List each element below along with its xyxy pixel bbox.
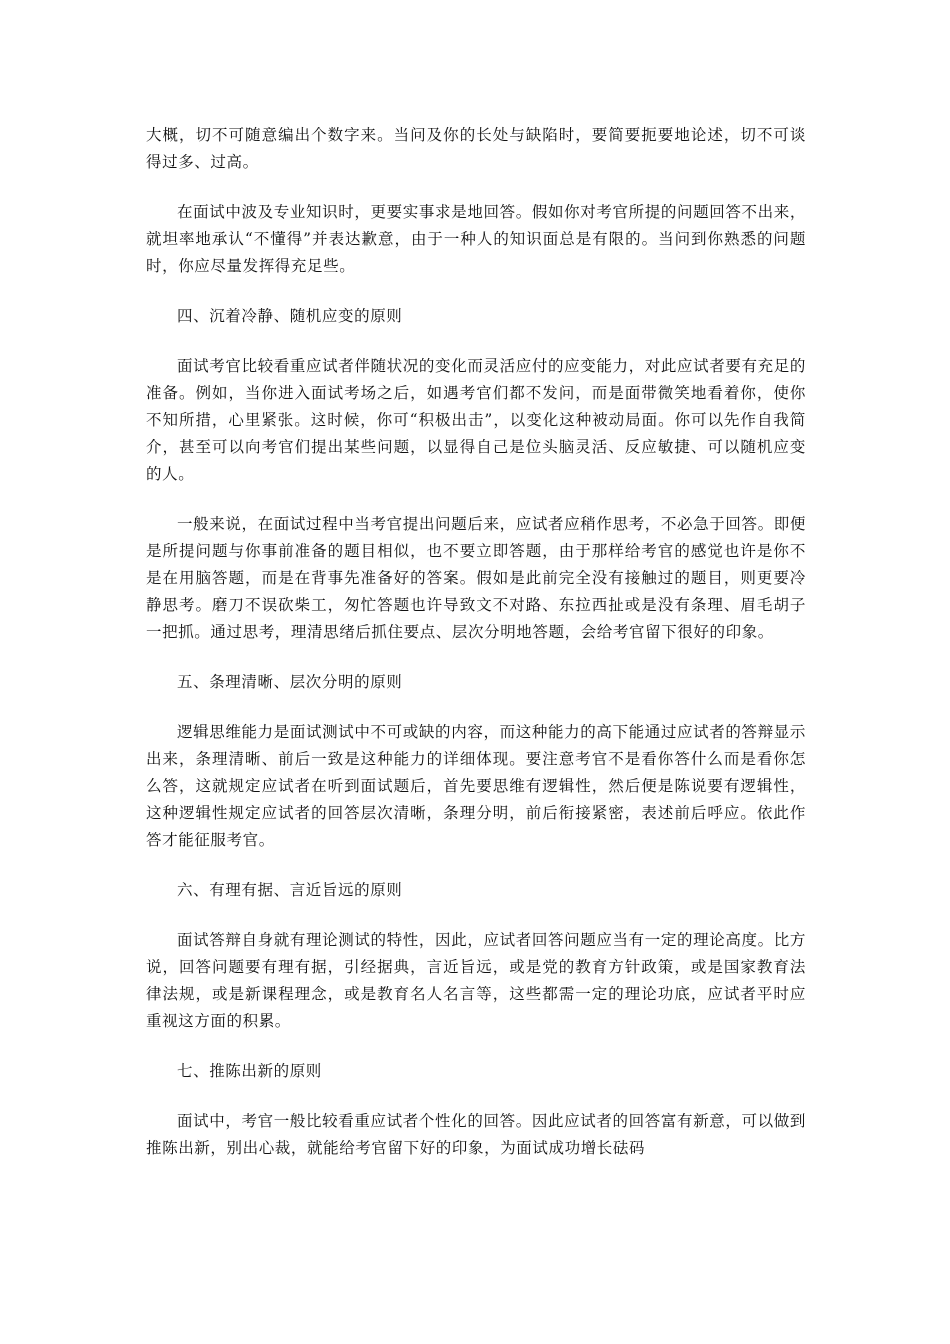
paragraph-professional-knowledge: 在面试中波及专业知识时，更要实事求是地回答。假如你对考官所提的问题回答不出来，就坦率地承认“不懂得”并表达歉意，由于一种人的知识面总是有限的。当问到你熟悉的问题时，你应尽量发挥得充足些。 (146, 203, 806, 275)
paragraph-continuation: 大概，切不可随意编出个数字来。当问及你的长处与缺陷时，要简要扼要地论述，切不可谈得过多、过高。 (146, 126, 806, 171)
section-heading-6: 六、有理有据、言近旨远的原则 (177, 881, 403, 899)
paragraph-adaptability: 面试考官比较看重应试者伴随状况的变化而灵活应付的应变能力，对此应试者要有充足的准备。例如，当你进入面试考场之后，如遇考官们都不发问，而是面带微笑地看着你，使你不知所措，心里紧张。这时候，你可“积极出击”，以变化这种被动局面。你可以先作自我简介，甚至可以向考官们提出某些问题，以显得自己是位头脑灵活、反应敏捷、可以随机应变的人。 (146, 357, 806, 483)
section-heading-7: 七、推陈出新的原则 (177, 1062, 322, 1080)
section-heading-4: 四、沉着冷静、随机应变的原则 (177, 307, 403, 325)
paragraph-logical-thinking: 逻辑思维能力是面试测试中不可或缺的内容，而这种能力的高下能通过应试者的答辩显示出来，条理清晰、前后一致是这种能力的详细体现。要注意考官不是看你答什么而是看你怎么答，这就规定应试者在听到面试题后，首先要思维有逻辑性，然后便是陈说要有逻辑性，这种逻辑性规定应试者的回答层次清晰，条理分明，前后衔接紧密，表述前后呼应。依此作答才能征服考官。 (146, 723, 806, 849)
document-page (146, 122, 806, 1185)
paragraph-innovation: 面试中，考官一般比较看重应试者个性化的回答。因此应试者的回答富有新意，可以做到推陈出新，别出心裁，就能给考官留下好的印象，为面试成功增长砝码 (146, 1112, 806, 1157)
paragraph-think-before-answer: 一般来说，在面试过程中当考官提出问题后来，应试者应稍作思考，不必急于回答。即便是所提问题与你事前准备的题目相似，也不要立即答题，由于那样给考官的感觉也许是你不是在用脑答题，而是在背事先准备好的答案。假如是此前完全没有接触过的题目，则更要冷静思考。磨刀不误砍柴工，匆忙答题也许导致文不对路、东拉西扯或是没有条理、眉毛胡子一把抓。通过思考，理清思绪后抓住要点、层次分明地答题，会给考官留下很好的印象。 (146, 515, 806, 641)
paragraph-theory: 面试答辩自身就有理论测试的特性，因此，应试者回答问题应当有一定的理论高度。比方说，回答问题要有理有据，引经据典，言近旨远，或是党的教育方针政策，或是国家教育法律法规，或是新课程理念，或是教育名人名言等，这些都需一定的理论功底，应试者平时应重视这方面的积累。 (146, 931, 806, 1030)
section-heading-5: 五、条理清晰、层次分明的原则 (177, 673, 403, 691)
